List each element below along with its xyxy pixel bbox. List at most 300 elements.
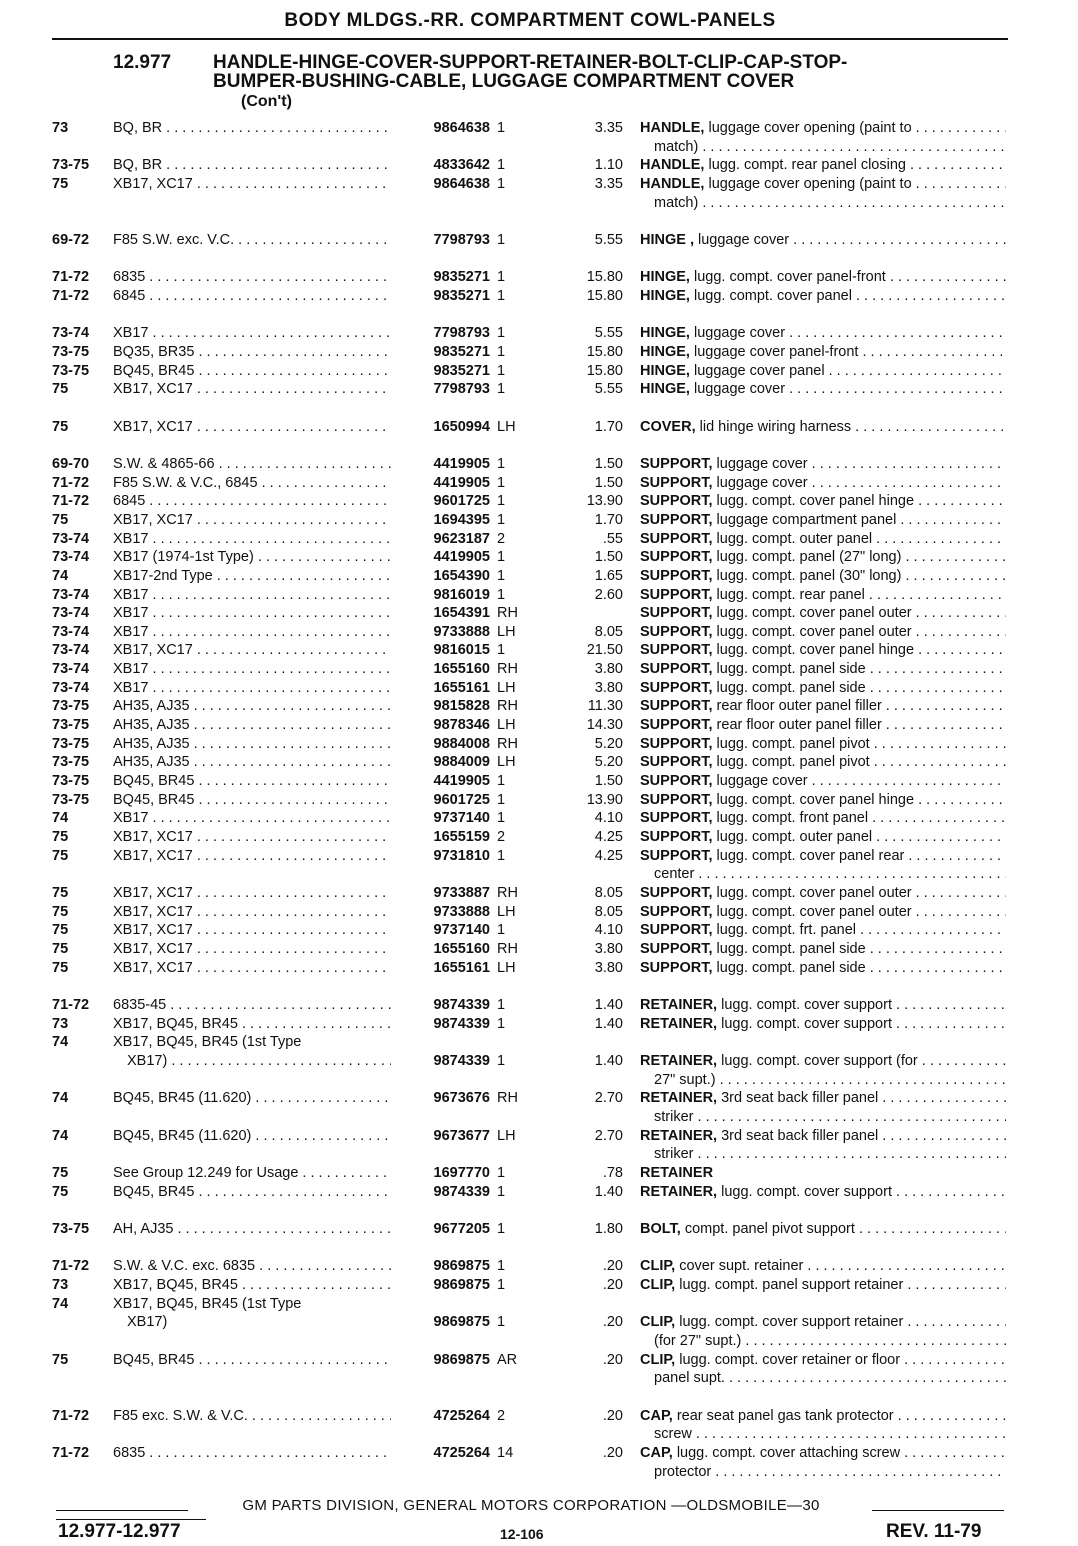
list-price: 1.40 xyxy=(594,1184,623,1200)
part-detail: striker xyxy=(654,1146,694,1162)
model-year: 71-72 xyxy=(52,1258,90,1274)
quantity: 1 xyxy=(497,1314,506,1330)
footer-rule-right xyxy=(872,1510,1004,1511)
part-description xyxy=(640,1145,1006,1163)
list-price: .55 xyxy=(602,531,623,547)
part-number: 7798793 xyxy=(433,381,490,397)
list-price: .78 xyxy=(602,1165,623,1181)
quantity: LH xyxy=(497,960,516,976)
part-name: SUPPORT, xyxy=(640,568,713,584)
list-price: 5.20 xyxy=(594,736,623,752)
model-year: 73-75 xyxy=(52,344,90,360)
part-number: 1654390 xyxy=(433,568,490,584)
part-number: 9816015 xyxy=(433,642,490,658)
part-detail: luggage cover xyxy=(716,456,808,472)
part-name: SUPPORT, xyxy=(640,661,713,677)
model-application: XB17 . . . xyxy=(113,586,391,604)
model-year: 73-75 xyxy=(52,157,90,173)
part-description xyxy=(640,119,1006,137)
quantity: 1 xyxy=(497,810,506,826)
part-detail: lugg. compt. front panel xyxy=(716,810,869,826)
list-price: 1.50 xyxy=(594,773,623,789)
part-name: RETAINER, xyxy=(640,1053,718,1069)
list-price: .20 xyxy=(602,1352,623,1368)
list-price: 1.10 xyxy=(594,157,623,173)
part-description xyxy=(640,586,1006,604)
part-name: HINGE , xyxy=(640,232,694,248)
model-year: 74 xyxy=(52,1296,69,1312)
list-price: 5.55 xyxy=(594,381,623,397)
part-name: SUPPORT, xyxy=(640,922,713,938)
part-name: SUPPORT, xyxy=(640,960,713,976)
part-description xyxy=(640,1052,1006,1070)
model-year: 75 xyxy=(52,829,69,845)
part-description xyxy=(640,1015,1006,1033)
model-year: 73-74 xyxy=(52,605,90,621)
list-price: 8.05 xyxy=(594,885,623,901)
section-title-line2: BUMPER-BUSHING-CABLE, LUGGAGE COMPARTMENT COVER xyxy=(213,71,795,92)
part-description xyxy=(640,1444,1006,1462)
part-name: SUPPORT, xyxy=(640,941,713,957)
part-name: SUPPORT, xyxy=(640,549,713,565)
model-application: XB17) . . . xyxy=(113,1052,391,1070)
part-name: SUPPORT, xyxy=(640,642,713,658)
model-year: 75 xyxy=(52,941,69,957)
model-application: XB17, BQ45, BR45 . . . xyxy=(113,1015,391,1033)
list-price: 5.20 xyxy=(594,754,623,770)
part-number: 9733888 xyxy=(433,624,490,640)
part-name: SUPPORT, xyxy=(640,848,713,864)
part-description xyxy=(640,418,1006,436)
part-detail: lugg. compt. cover panel hinge xyxy=(716,642,915,658)
quantity: 1 xyxy=(497,493,506,509)
model-application: XB17, XC17 . . . xyxy=(113,828,391,846)
model-year: 73-74 xyxy=(52,325,90,341)
part-number: 9835271 xyxy=(433,363,490,379)
list-price: 15.80 xyxy=(586,344,623,360)
part-name: RETAINER xyxy=(640,1165,714,1181)
footer-rule-range xyxy=(56,1519,206,1520)
part-number: 7798793 xyxy=(433,232,490,248)
part-name: SUPPORT, xyxy=(640,512,713,528)
part-name: HANDLE, xyxy=(640,120,705,136)
part-name: HINGE, xyxy=(640,381,690,397)
list-price: .20 xyxy=(602,1445,623,1461)
part-name: RETAINER, xyxy=(640,1184,718,1200)
part-detail: lugg. compt. cover attaching screw xyxy=(676,1445,901,1461)
quantity: 1 xyxy=(497,1053,506,1069)
part-description xyxy=(640,809,1006,827)
part-name: HINGE, xyxy=(640,344,690,360)
part-detail: lid hinge wiring harness xyxy=(699,419,852,435)
model-application: F85 exc. S.W. & V.C. . . . xyxy=(113,1407,391,1425)
model-application: BQ45, BR45 . . . xyxy=(113,362,391,380)
part-name: CLIP, xyxy=(640,1258,676,1274)
model-year: 73 xyxy=(52,1016,69,1032)
model-year: 73 xyxy=(52,120,69,136)
model-year: 75 xyxy=(52,904,69,920)
part-detail: lugg. compt. panel (27" long) xyxy=(716,549,902,565)
list-price: 1.80 xyxy=(594,1221,623,1237)
quantity: LH xyxy=(497,717,516,733)
part-number: 9835271 xyxy=(433,288,490,304)
part-name: HINGE, xyxy=(640,269,690,285)
part-name: RETAINER, xyxy=(640,1128,718,1144)
list-price: 15.80 xyxy=(586,288,623,304)
part-name: CAP, xyxy=(640,1445,673,1461)
model-year: 73-74 xyxy=(52,680,90,696)
part-description xyxy=(640,1369,1006,1387)
part-number: 9601725 xyxy=(433,493,490,509)
part-description xyxy=(640,1257,1006,1275)
part-description xyxy=(640,492,1006,510)
list-price: 3.80 xyxy=(594,661,623,677)
model-application: XB17 . . . xyxy=(113,660,391,678)
part-description xyxy=(640,996,1006,1014)
model-application: XB17, XC17 . . . xyxy=(113,903,391,921)
part-detail: lugg. compt. cover support xyxy=(721,1016,892,1032)
part-number: 4419905 xyxy=(433,773,490,789)
list-price: 14.30 xyxy=(586,717,623,733)
model-application: XB17 . . . xyxy=(113,679,391,697)
part-description xyxy=(640,138,1006,156)
part-detail: lugg. compt. cover panel outer xyxy=(716,885,912,901)
list-price: 8.05 xyxy=(594,904,623,920)
part-number: 1655160 xyxy=(433,941,490,957)
list-price: 11.30 xyxy=(587,698,623,714)
part-number: 1654391 xyxy=(433,605,490,621)
model-year: 71-72 xyxy=(52,475,90,491)
part-description xyxy=(640,455,1006,473)
quantity: 1 xyxy=(497,325,506,341)
part-detail: lugg. compt. panel side xyxy=(716,661,866,677)
list-price: 3.35 xyxy=(594,176,623,192)
part-name: HINGE, xyxy=(640,288,690,304)
part-detail: luggage cover xyxy=(693,325,786,341)
footer-revision: REV. 11-79 xyxy=(886,1521,982,1542)
model-application: XB17, XC17 . . . xyxy=(113,940,391,958)
part-number: 9816019 xyxy=(433,587,490,603)
part-number: 9835271 xyxy=(433,344,490,360)
part-detail: match) xyxy=(654,139,699,155)
part-description xyxy=(640,1351,1006,1369)
part-detail: luggage cover panel-front xyxy=(693,344,859,360)
model-application: F85 S.W. & V.C., 6845 . . . xyxy=(113,474,391,492)
model-year: 73-75 xyxy=(52,736,90,752)
part-detail: lugg. compt. panel side xyxy=(716,680,866,696)
part-detail: compt. panel pivot support xyxy=(684,1221,855,1237)
part-detail: striker xyxy=(654,1109,694,1125)
part-number: 9737140 xyxy=(433,810,490,826)
list-price: 15.80 xyxy=(586,363,623,379)
part-number: 9869875 xyxy=(433,1277,490,1293)
part-description xyxy=(640,268,1006,286)
part-name: SUPPORT, xyxy=(640,698,713,714)
quantity: 1 xyxy=(497,475,506,491)
part-detail: lugg. compt. cover panel outer xyxy=(716,904,912,920)
model-application: BQ45, BR45 . . . xyxy=(113,791,391,809)
part-description xyxy=(640,641,1006,659)
quantity: RH xyxy=(497,1090,518,1106)
quantity: 1 xyxy=(497,381,506,397)
model-application: BQ45, BR45 . . . xyxy=(113,1183,391,1201)
part-detail: 3rd seat back filler panel xyxy=(721,1090,879,1106)
part-detail: 3rd seat back filler panel xyxy=(721,1128,879,1144)
part-detail: center xyxy=(654,866,695,882)
list-price: 1.40 xyxy=(594,1053,623,1069)
part-description xyxy=(640,175,1006,193)
quantity: 1 xyxy=(497,568,506,584)
model-year: 71-72 xyxy=(52,269,90,285)
model-application: BQ45, BR45 (11.620) . . . xyxy=(113,1127,391,1145)
part-description xyxy=(640,567,1006,585)
model-application: F85 S.W. exc. V.C. . . . xyxy=(113,231,391,249)
part-description xyxy=(640,380,1006,398)
quantity: RH xyxy=(497,736,518,752)
part-name: SUPPORT, xyxy=(640,829,713,845)
part-number: 4419905 xyxy=(433,549,490,565)
footer-publisher: GM PARTS DIVISION, GENERAL MOTORS CORPORATION —OLDSMOBILE—30 xyxy=(242,1497,820,1514)
part-detail: lugg. compt. cover panel hinge xyxy=(716,792,915,808)
list-price: 3.80 xyxy=(594,960,623,976)
model-application: AH35, AJ35 . . . xyxy=(113,735,391,753)
part-description xyxy=(640,1183,1006,1201)
part-number: 4833642 xyxy=(433,157,490,173)
part-description xyxy=(640,1071,1006,1089)
part-detail: lugg. compt. cover panel-front xyxy=(693,269,886,285)
part-number: 9874339 xyxy=(433,997,490,1013)
model-application: 6835-45 . . . xyxy=(113,996,391,1014)
quantity: 1 xyxy=(497,456,506,472)
model-year: 71-72 xyxy=(52,1408,90,1424)
part-number: 9815828 xyxy=(433,698,490,714)
model-year: 73-74 xyxy=(52,531,90,547)
part-detail: panel supt. xyxy=(654,1370,725,1386)
list-price: 5.55 xyxy=(594,325,623,341)
model-application: AH, AJ35 . . . xyxy=(113,1220,391,1238)
part-description xyxy=(640,1276,1006,1294)
quantity: 1 xyxy=(497,1221,506,1237)
footer-rule-left xyxy=(56,1510,188,1511)
quantity: 1 xyxy=(497,587,506,603)
part-description xyxy=(640,623,1006,641)
part-detail: lugg. compt. panel pivot xyxy=(716,736,870,752)
part-detail: cover supt. retainer xyxy=(679,1258,804,1274)
part-name: SUPPORT, xyxy=(640,493,713,509)
quantity: 2 xyxy=(497,1408,506,1424)
part-detail: lugg. compt. cover panel outer xyxy=(716,624,912,640)
model-application: S.W. & 4865-66 . . . xyxy=(113,455,391,473)
part-number: 9737140 xyxy=(433,922,490,938)
part-description xyxy=(640,362,1006,380)
part-detail: lugg. compt. cover support xyxy=(721,997,892,1013)
part-detail: luggage compartment panel xyxy=(716,512,897,528)
quantity: RH xyxy=(497,941,518,957)
quantity: 1 xyxy=(497,363,506,379)
part-number: 9677205 xyxy=(433,1221,490,1237)
part-description xyxy=(640,697,1006,715)
model-year: 73-75 xyxy=(52,792,90,808)
list-price: 4.10 xyxy=(594,810,623,826)
part-detail: lugg. compt. cover panel outer xyxy=(716,605,912,621)
model-application: XB17 . . . xyxy=(113,530,391,548)
part-detail: luggage cover opening (paint to xyxy=(708,120,912,136)
model-application: XB17, XC17 . . . xyxy=(113,884,391,902)
part-number: 9869875 xyxy=(433,1314,490,1330)
list-price: 1.70 xyxy=(594,419,623,435)
part-number: 1697770 xyxy=(433,1165,490,1181)
list-price: 3.80 xyxy=(594,680,623,696)
part-description xyxy=(640,735,1006,753)
part-description xyxy=(640,511,1006,529)
part-description xyxy=(640,1425,1006,1443)
list-price: 4.25 xyxy=(594,829,623,845)
part-description xyxy=(640,548,1006,566)
part-detail: lugg. compt. cover support (for xyxy=(721,1053,918,1069)
model-application: S.W. & V.C. exc. 6835 . . . xyxy=(113,1257,391,1275)
model-year: 75 xyxy=(52,885,69,901)
list-price: 2.70 xyxy=(594,1090,623,1106)
model-year: 75 xyxy=(52,922,69,938)
part-number: 9601725 xyxy=(433,792,490,808)
part-name: SUPPORT, xyxy=(640,885,713,901)
part-number: 4725264 xyxy=(433,1445,490,1461)
part-description xyxy=(640,604,1006,622)
part-description xyxy=(640,1407,1006,1425)
model-year: 71-72 xyxy=(52,997,90,1013)
model-year: 75 xyxy=(52,419,69,435)
list-price: 5.55 xyxy=(594,232,623,248)
quantity: 2 xyxy=(497,531,506,547)
part-description xyxy=(640,828,1006,846)
part-number: 9835271 xyxy=(433,269,490,285)
part-name: SUPPORT, xyxy=(640,810,713,826)
model-year: 74 xyxy=(52,1034,69,1050)
part-detail: luggage cover xyxy=(693,381,786,397)
quantity: 14 xyxy=(497,1445,514,1461)
list-price: 4.25 xyxy=(594,848,623,864)
list-price: 3.35 xyxy=(594,120,623,136)
part-detail: rear floor outer panel filler xyxy=(716,717,882,733)
part-description xyxy=(640,791,1006,809)
part-description xyxy=(640,156,1006,174)
model-application: AH35, AJ35 . . . xyxy=(113,716,391,734)
part-description xyxy=(640,1108,1006,1126)
list-price: 21.50 xyxy=(586,642,623,658)
quantity: 1 xyxy=(497,848,506,864)
model-year: 75 xyxy=(52,1165,69,1181)
quantity: 1 xyxy=(497,269,506,285)
list-price: .20 xyxy=(602,1314,623,1330)
part-detail: match) xyxy=(654,195,699,211)
part-name: HANDLE, xyxy=(640,176,705,192)
part-number: 9874339 xyxy=(433,1016,490,1032)
part-detail: luggage cover opening (paint to xyxy=(708,176,912,192)
model-application: BQ45, BR45 (11.620) . . . xyxy=(113,1089,391,1107)
part-description xyxy=(640,343,1006,361)
model-year: 75 xyxy=(52,512,69,528)
part-description xyxy=(640,194,1006,212)
part-name: SUPPORT, xyxy=(640,773,713,789)
list-price: 1.40 xyxy=(594,997,623,1013)
quantity: 1 xyxy=(497,792,506,808)
part-description xyxy=(640,865,1006,883)
model-year: 73-74 xyxy=(52,587,90,603)
part-description xyxy=(640,847,1006,865)
model-year: 73-75 xyxy=(52,754,90,770)
part-number: 4419905 xyxy=(433,456,490,472)
part-description xyxy=(640,231,1006,249)
part-detail: 27" supt.) xyxy=(654,1072,716,1088)
quantity: 1 xyxy=(497,157,506,173)
part-description xyxy=(640,940,1006,958)
part-description xyxy=(640,959,1006,977)
model-year: 73 xyxy=(52,1277,69,1293)
part-name: SUPPORT, xyxy=(640,587,713,603)
part-description xyxy=(640,1164,1006,1182)
part-name: SUPPORT, xyxy=(640,792,713,808)
part-description xyxy=(640,679,1006,697)
part-name: SUPPORT, xyxy=(640,754,713,770)
model-application: XB17 . . . xyxy=(113,809,391,827)
model-application: XB17-2nd Type . . . xyxy=(113,567,391,585)
part-number: 9733887 xyxy=(433,885,490,901)
model-application: See Group 12.249 for Usage . . . xyxy=(113,1164,391,1182)
model-application: XB17 . . . xyxy=(113,604,391,622)
list-price: 1.50 xyxy=(594,475,623,491)
model-year: 74 xyxy=(52,810,69,826)
model-application: AH35, AJ35 . . . xyxy=(113,753,391,771)
list-price: 1.40 xyxy=(594,1016,623,1032)
part-name: SUPPORT, xyxy=(640,717,713,733)
model-year: 75 xyxy=(52,960,69,976)
quantity: 1 xyxy=(497,997,506,1013)
quantity: 1 xyxy=(497,773,506,789)
model-application: XB17, XC17 . . . xyxy=(113,175,391,193)
part-description xyxy=(640,660,1006,678)
part-number: 9869875 xyxy=(433,1352,490,1368)
model-application: XB17, XC17 . . . xyxy=(113,921,391,939)
quantity: LH xyxy=(497,754,516,770)
part-detail: lugg. compt. cover support retainer xyxy=(679,1314,904,1330)
model-application: XB17, XC17 . . . xyxy=(113,641,391,659)
part-detail: lugg. compt. rear panel closing xyxy=(708,157,906,173)
quantity: 1 xyxy=(497,642,506,658)
quantity: LH xyxy=(497,680,516,696)
list-price: .20 xyxy=(602,1408,623,1424)
part-number: 4419905 xyxy=(433,475,490,491)
quantity: LH xyxy=(497,904,516,920)
model-application: BQ, BR . . . xyxy=(113,119,391,137)
part-number: 9864638 xyxy=(433,120,490,136)
part-detail: lugg. compt. frt. panel xyxy=(716,922,856,938)
part-description xyxy=(640,903,1006,921)
model-application: XB17, BQ45, BR45 . . . xyxy=(113,1276,391,1294)
page-title: BODY MLDGS.-RR. COMPARTMENT COWL-PANELS xyxy=(284,10,776,31)
part-detail: lugg. compt. outer panel xyxy=(716,531,873,547)
list-price: 4.10 xyxy=(594,922,623,938)
part-name: HANDLE, xyxy=(640,157,705,173)
part-name: HINGE, xyxy=(640,363,690,379)
model-year: 73-75 xyxy=(52,363,90,379)
list-price: 13.90 xyxy=(586,493,623,509)
list-price: .20 xyxy=(602,1277,623,1293)
model-application: 6845 . . . xyxy=(113,492,391,510)
part-name: RETAINER, xyxy=(640,1016,718,1032)
part-detail: lugg. compt. cover retainer or floor xyxy=(679,1352,901,1368)
part-number: 1650994 xyxy=(433,419,490,435)
model-year: 75 xyxy=(52,1352,69,1368)
